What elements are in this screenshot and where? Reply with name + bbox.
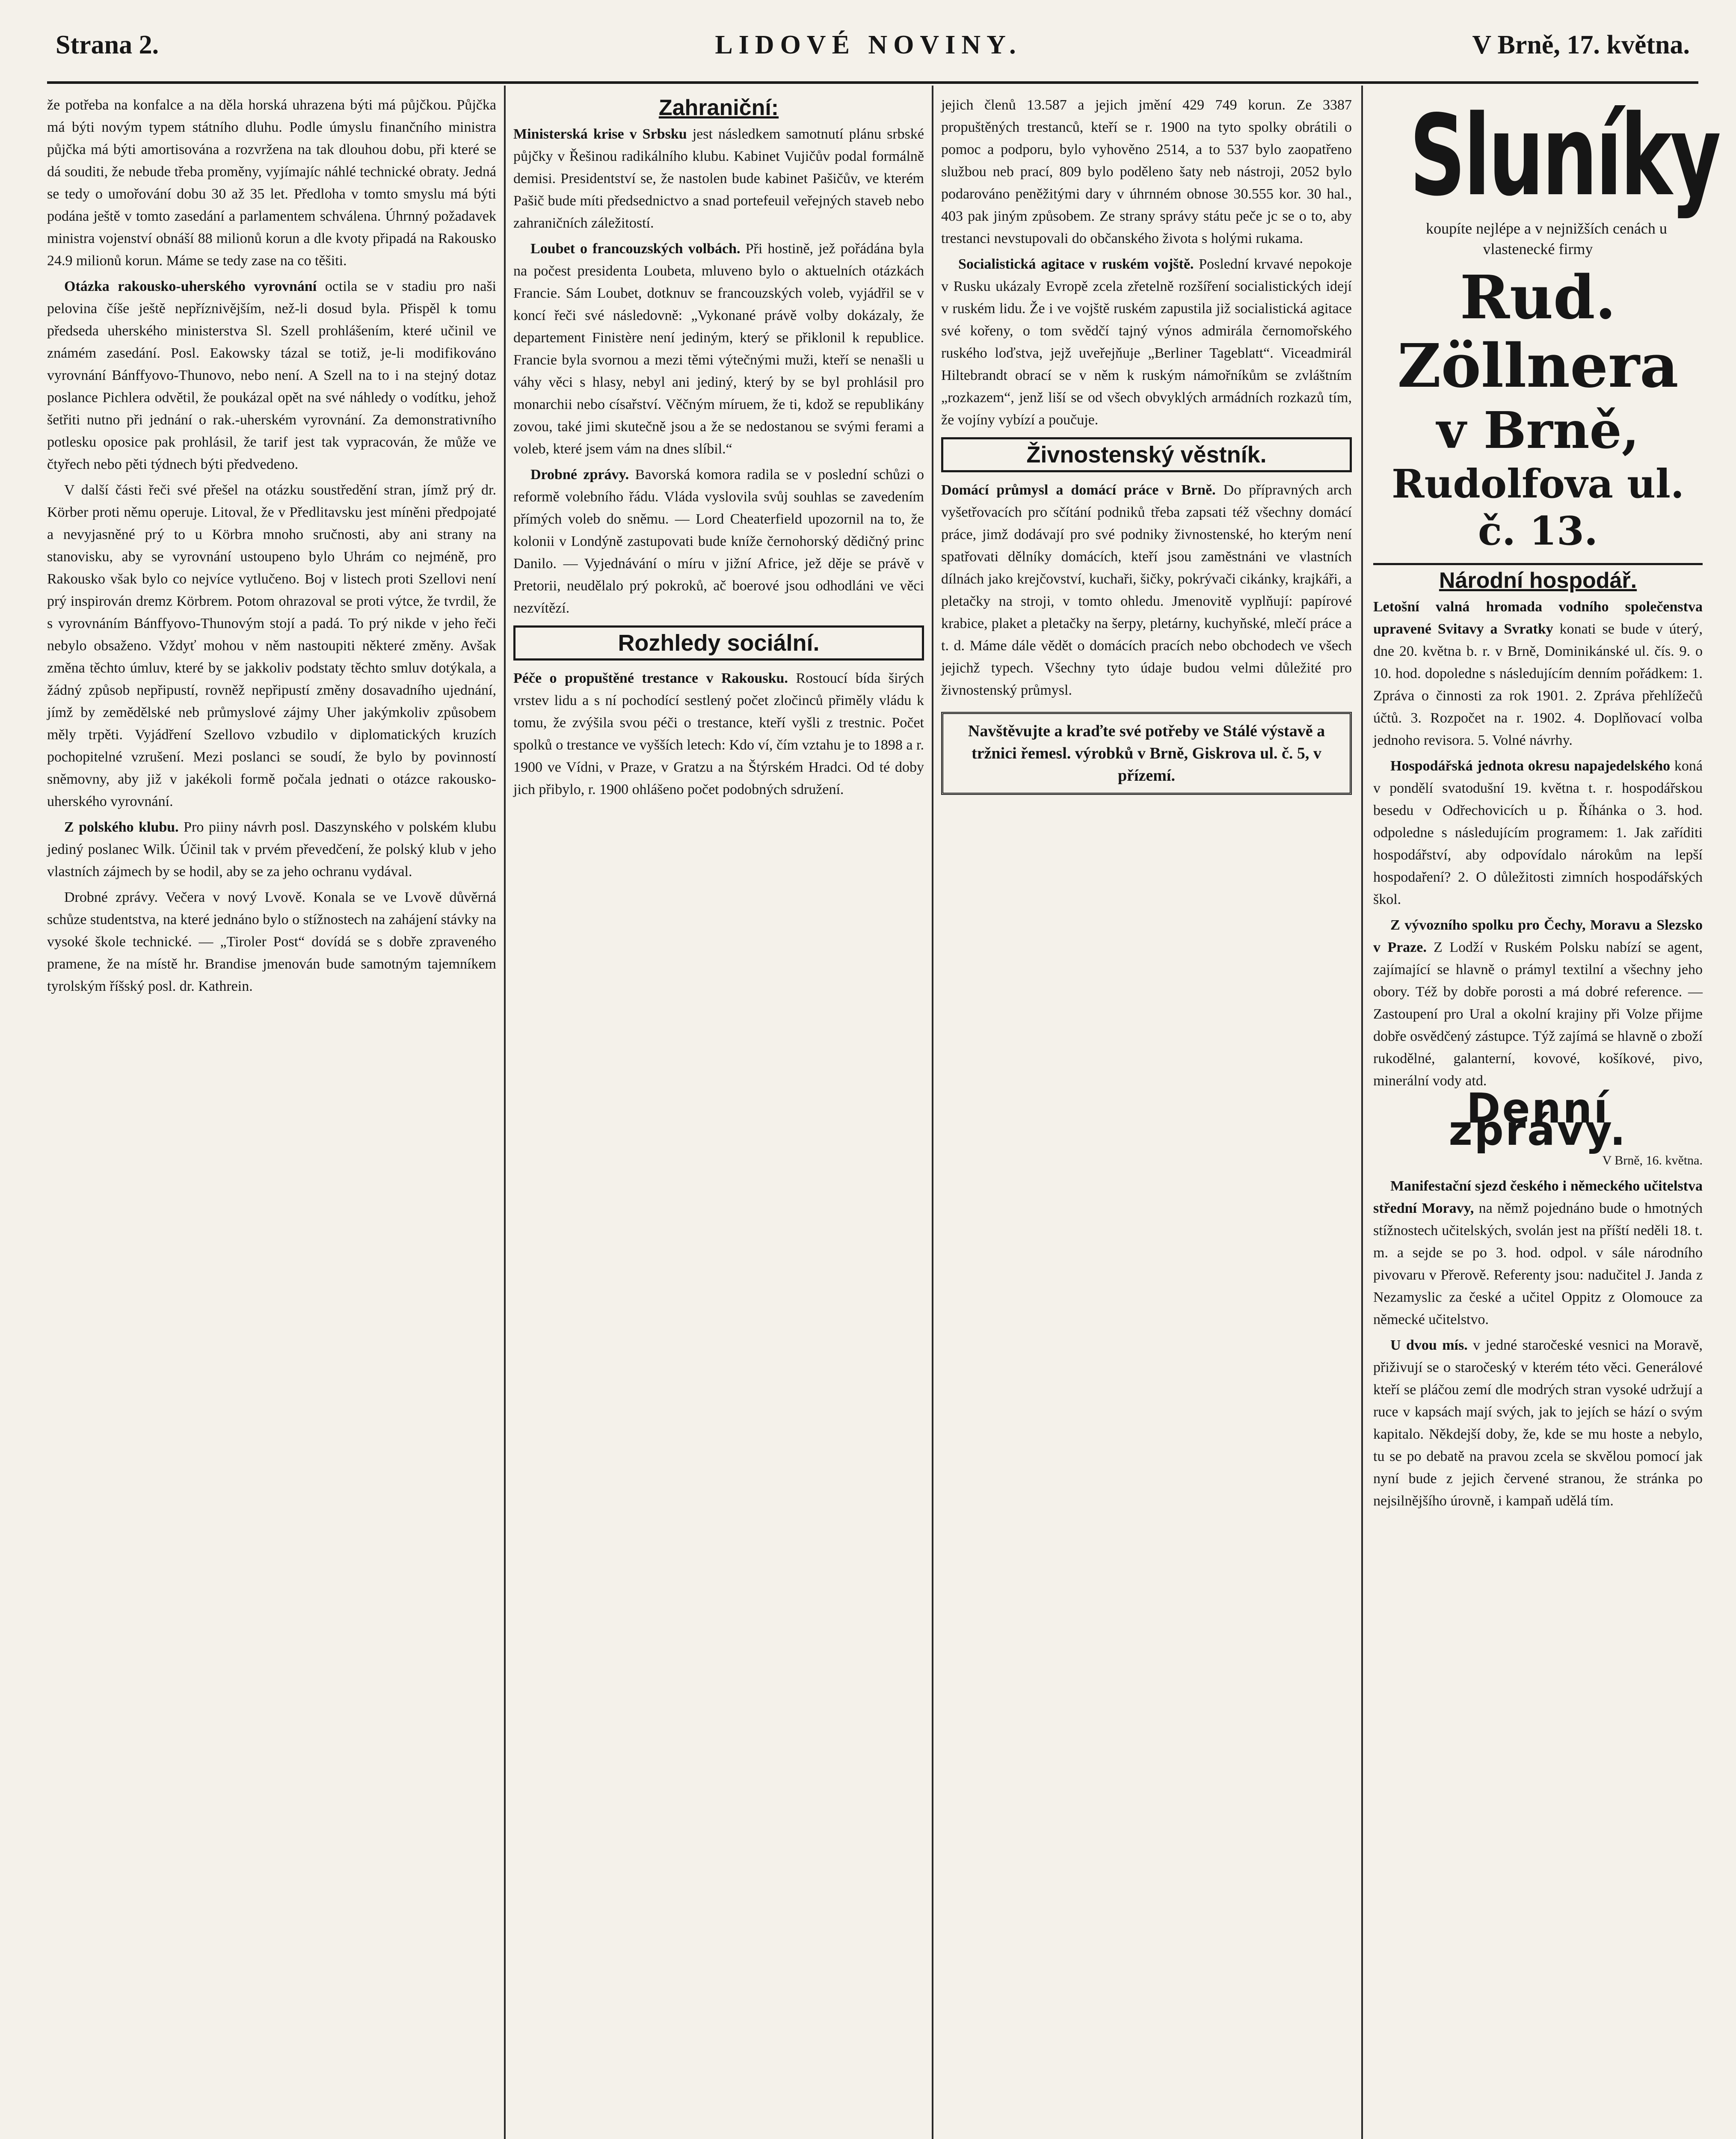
exhibition-advert: Navštěvujte a kraďte své potřeby ve Stálé výstavě a tržnici řemesl. výrobků v Brně, Giskrova ul. č. 5, v přízemí. [941, 712, 1352, 795]
article-heading: Otázka rakousko-uherského vyrovnání [64, 278, 317, 294]
section-heading-foreign: Zahraniční: [658, 95, 779, 120]
article-heading: Manifestační sjezd českého i německého učitelstva střední Moravy, [1373, 1178, 1703, 1216]
article-text: octila se v stadiu pro naši pelovina číše ještě nepříznivějším, než-li dosud byla. Přispěl k tomu předseda uherského ministerstva Sl. Szell prohlášením, které učinil ve známém zasedání. Posl. Eakowsky tázal se totiž, je-li modifikováno vyrovnání Bánffyovo-Thunovo, nebo není. A Szell na to i na stejný dotaz poslance Pichlera odvětil, že poukázal opět na své náhledy o vodítku, jehož šetřiti nutno při jednání o rak.-uherském vyrovnání. Za demonstrativního potlesku oposice pak prohlásil, že tarif jest tak vypracován, že může ve čtyřech nebo pěti týdnech býti předvedeno. [47, 278, 496, 472]
article-heading: Z vývozního spolku pro Čechy, Moravu a Slezsko v Praze. [1373, 917, 1703, 955]
advert-title: Sluníky [1409, 92, 1719, 221]
news-dateline: V Brně, 16. května. [1602, 1153, 1703, 1167]
article-heading: Ministerská krise v Srbsku [513, 126, 687, 142]
article-heading: Loubet o francouzských volbách. [530, 241, 741, 257]
article-text: jest následkem samotnutí plánu srbské půjčky v Řešinou radikálního klubu. Kabinet Vujičův podal formálně demisi. Presidentství se, že nastolen bude kabinet Pašičův, ve kterém Pašič bude míti předsednictvo a snad portefeuil veřejných staveb nebo zahraničních záležitostí. [513, 126, 924, 231]
article-text: Rostoucí bída širých vrstev lidu a s ní pochodící sestlený počet zločinců přiměly vládu k tomu, že zvýšila svou péči o trestance, kteří vyšli z trestnic. Počet spolků o trestance ve vyšších letech: Kdo ví, čím vztahu je to 1898 a r. 1900 ve Vídni, v Praze, v Gratzu a na Štýrském Hradci. Od té doby jich přibylo, r. 1900 ohlášeno počet podobných sdružení. [513, 670, 924, 797]
article-paragraph [513, 123, 924, 234]
article-heading: Drobné zprávy. [530, 467, 629, 483]
article-text: konati se bude v úterý, dne 20. května b. r. v Brně, Dominikánské ul. čís. 9. o 10. hod. dopoledne s následujícím denním pořádkem: 1. Zpráva o činnosti za rok 1901. 2. Zpráva přehlížečů účtů. 3. Rozpočet na r. 1902. 4. Doplňovací volba jednoho revisora. 5. Volné návrhy. [1373, 621, 1703, 748]
article-text: Z Lodží v Ruském Polsku nabízí se agent, zajímající se hlavně o prámyl textilní a všechny jeho obory. Též by dobře porosti a má dobré reference. — Zastoupení pro Ural a okolní krajiny při Volze přijme dobře osvědčený zástupce. Týž zajímá se hlavně o zboží rukodělné, galanterní, kovové, košíkové, pivo, minerální vody atd. [1373, 939, 1703, 1089]
article-text: Bavorská komora radila se v poslední schůzi o reformě volebního řádu. Vláda vyslovila svůj souhlas se zavedením přímých voleb do sněmu. — Lord Cheaterfield upozornil na to, že kolonii v Londýně zastupovati bude kníže černohorský dědičný princ Danilo. — Vyjednávání o míru v jižní Africe, jež děje se právě v Pretorii, neudělalo prý pokroků, ač boerové jsou odhodláni ve věci nezvítězí. [513, 467, 924, 616]
section-heading-social: Rozhledy sociální. [513, 625, 924, 661]
article-paragraph [1373, 596, 1703, 752]
column-4 [1373, 92, 1719, 1516]
article-heading: U dvou mís. [1390, 1337, 1468, 1353]
article-text: koná v pondělí svatodušní 19. května t. r. hospodářskou besedu v Odřechovicích u p. Říhánka o 3. hod. odpoledne s následujícím programem: 1. Jak zaříditi hospodářství, aby odpovídalo nárokům na lepší hospodaření? 2. O důležitosti zimních hospodářských škol. [1373, 758, 1703, 907]
advert-line: koupíte nejlépe a v nejnižších cenách u vlastenecké firmy [1426, 220, 1667, 258]
article-text: jejich členů 13.587 a jejich jmění 429 749 korun. Ze 3387 propuštěných trestanců, kteří se r. 1900 na tyto spolky obrátili o pomoc a podporu, bylo vyhověno 2514, a to 537 bylo zaopatřeno službou neb prací, 809 bylo poděleno šaty neb nástroji, 2052 bylo podarováno peněžitými dary v úhrnném obnose 30.555 kor. 30 hal., 403 pak jiným způsobem. Ze strany správy státu peče jc se o to, aby trestanci nevstupovali do občanského života s holými rukama. [941, 97, 1352, 246]
article-text: Do přípravných arch vyšetřovacích pro sčítání podniků třeba zapsati též všechny domácí práce, jimž dodávají pro své podniky živnostenské, ho kterým není spatřovati dělníky domácích, kteří jsou zaměstnáni ve vlastních dílnách jako krejčovství, kuchaři, šičky, pokrývači cikánky, krajkáři, a pletačky na stroji, v tomto ohledu. Jmenovitě vyplňují: papírové krabice, plaket a pletačky na šerpy, pletárny, kuchyňské, mlečí práce a t. d. Máme dále vědět o domácích pracích nebo obchodech ve všech jejichž typech. Všechny tyto údaje budou velmi důležité pro živnostenský průmysl. [941, 482, 1352, 698]
article-heading: Domácí průmysl a domácí práce v Brně. [941, 482, 1216, 498]
article-paragraph [513, 238, 924, 460]
article-paragraph [513, 667, 924, 801]
article-text: že potřeba na konfalce a na děla horská uhrazena býti má půjčkou. Půjčka má býti novým typem státního dluhu. Podle úmyslu finančního ministra půjčka má býti amortisována a rozvržena na tak dlouhou dobu, při které se dá souditi, že nebude třeba proměny, vyjímajíc náhlé technické obraty. Jedná se tedy o umořování dobu 30 až 35 let. Předloha v tomto smyslu má býti podána ještě v tomto zasedání a parlamentem schválena. Úhrnný požadavek ministra vojenství obnáší 88 milionů korun a dle kvoty připadá na Rakousko 24.9 milionů korun. Máme se tedy zase na co těšiti. [47, 97, 496, 269]
article-text: Při hostině, jež pořádána byla na počest presidenta Loubeta, mluveno bylo o aktuelních otázkách Francie. Sám Loubet, dotknuv se francouzských voleb, vyjádřil se v koncí řeči své následovně: „Vykonané právě volby dokázaly, že departement Finistère není jediným, který se přiklonil k republice. Francie byla svornou a mezi těmi výtečnými muži, kteří se nenašli u váhy věci s hlasy, nebyl ani jediný, který by se byl prohlásil pro monarchii nebo císařství. Věčným míruem, že ti, kdož se republikány zovou, také jimi skutečně jsou a že se nedostanou se svými ferami a voleb, které jsem vám na dnes slíbil.“ [513, 241, 924, 457]
advert-address: Rudolfova ul. č. 13. [1392, 461, 1684, 554]
article-paragraph [1373, 914, 1703, 1092]
article-paragraph [1373, 1175, 1703, 1331]
article-heading: Péče o propuštěné trestance v Rakousku. [513, 670, 788, 686]
advert-firm: Rud. Zöllnera [1397, 263, 1679, 401]
column-2 [513, 94, 924, 804]
article-paragraph [513, 464, 924, 619]
page-label: Strana 2. [56, 30, 159, 59]
section-heading-daily-news: Denní zprávy. [1449, 1084, 1627, 1155]
column-divider-2 [932, 86, 933, 2139]
paper-name: LIDOVÉ NOVINY. [715, 30, 1022, 59]
dateline: V Brně, 17. května. [1472, 30, 1690, 59]
header-rule [47, 81, 1698, 84]
article-heading: Letošní valná hromada vodního společenstva upravené Svitavy a Svratky [1373, 599, 1703, 637]
advert-city: v Brně, [1437, 400, 1639, 460]
article-paragraph [941, 479, 1352, 702]
article-text: Pro piiny návrh posl. Daszynského v polském klubu jediný poslanec Wilk. Účinil tak v prvém převedčení, že polský klub v jeho vlastních zájmech by se hodil, aby se za jeho ochranu vydával. [47, 819, 496, 880]
article-heading: Hospodářská jednota okresu napajedelského [1390, 758, 1671, 774]
newspaper-page [30, 17, 1719, 2139]
article-heading: Socialistická agitace v ruském vojště. [958, 256, 1194, 272]
article-text: na němž pojednáno bude o hmotných stížnostech učitelských, svolán jest na příští neděli 18. t. m. a sejde se po 3. hod. odpol. v sále národního pivovaru v Přerově. Referenty jsou: nadučitel J. Janda z Nezamyslic za české a učitel Oppitz z Olomouce za německé učitelstvo. [1373, 1200, 1703, 1327]
column-3 [941, 94, 1352, 795]
section-heading-economy: Národní hospodář. [1439, 568, 1637, 593]
column-1 [47, 94, 496, 1001]
article-paragraph [47, 816, 496, 883]
page-header [30, 17, 1707, 81]
article-text: Drobné zprávy. Večera v nový Lvově. Konala se ve Lvově důvěrná schůze studentstva, na které jednáno bylo o stížnostech na zahájení stávky na vysoké škole technické. — „Tiroler Post“ dovídá se s dobře zpraveného pramene, že na místě hr. Brandise jmenován bude samotným tajemníkem tyrolským říšský posl. dr. Kathrein. [47, 889, 496, 994]
column-divider-3 [1361, 86, 1363, 2139]
article-text: Poslední krvavé nepokoje v Rusku ukázaly Evropě zcela zřetelně rozšíření socialistických idejí v ruském lidu. Že i ve vojště ruském zapustila již socialistická agitace své kořeny, o tom svědčí tajný výnos admirála černomořského ruského loďstva, jejž uveřejňuje „Berliner Tageblatt“. Viceadmirál Hiltebrandt obrací se v něm k ruským námořníkům se zvláštním „rozkazem“, jenž liší se od všech obvyklých armádních rozkazů tím, že vojíny vybízí a poučuje. [941, 256, 1352, 428]
article-paragraph [1373, 1334, 1703, 1512]
column-divider-1 [504, 86, 506, 2139]
article-text: v jedné staročeské vesnici na Moravě, přiživují se o staročeský v kterém této věci. Generálové kteří se pláčou zemí dle modrých stran vysoké udržují a ruce v kapsách mají svých, jak to jejích se hází o svým kapitalo. Někdejší doby, že, kde se mu hoste a nebylo, tu se po debatě na pravou zcela se skvělou pomocí jak nyní bude z jejich červené stranou, že stránka po nejsilnějšího úrovně, i kampaň udělá tím. [1373, 1337, 1703, 1509]
article-paragraph [47, 276, 496, 476]
advert-rule [1373, 563, 1703, 565]
article-paragraph [1373, 755, 1703, 911]
article-paragraph [941, 253, 1352, 431]
article-text: V další části řeči své přešel na otázku soustředění stran, jímž prý dr. Körber proti němu operuje. Litoval, že v Předlitavsku jest míněni předpojaté a nevyjasněné prý to u Körbra mnoho sručnosti, aby ani strany na stanovisku, aby se vyrovnání ustoupeno bylo Uhrám co nejméně, pro Rakousko však bylo co nejvíce vytlučeno. Boj v listech proti Szellovi není prý inspirován dremz Körbrem. Potom ohrazoval se proti výtce, že tvrdil, že s vyrovnáním Bánffyovo-Thunovým stojí a padá. To prý nikde v jeho řeči nebylo obsaženo. Vždyť mohou v něm nastoupiti některé změny. Avšak změna těchto úmluv, které by se jakkoliv podstaty těchto smluv dotýkala, a žádný způsob nepřipustí, rovněž nepřipustí změny dosavadního ujednání, jímž by zemědělské neb průmyslové zájmy Uher jakýmkoliv způsobem měly trpěti. Vyjádření Szellovo vzbudilo v diplomatických kruzích pochopitelné vzrušení. Mezi poslanci se soudí, že bylo by povinností sněmovny, aby již v jakékoli formě počala jednati o otázce rakousko-uherského vyrovnání. [47, 482, 496, 809]
article-heading: Z polského klubu. [64, 819, 179, 835]
section-heading-trade: Živnostenský věstník. [941, 437, 1352, 472]
